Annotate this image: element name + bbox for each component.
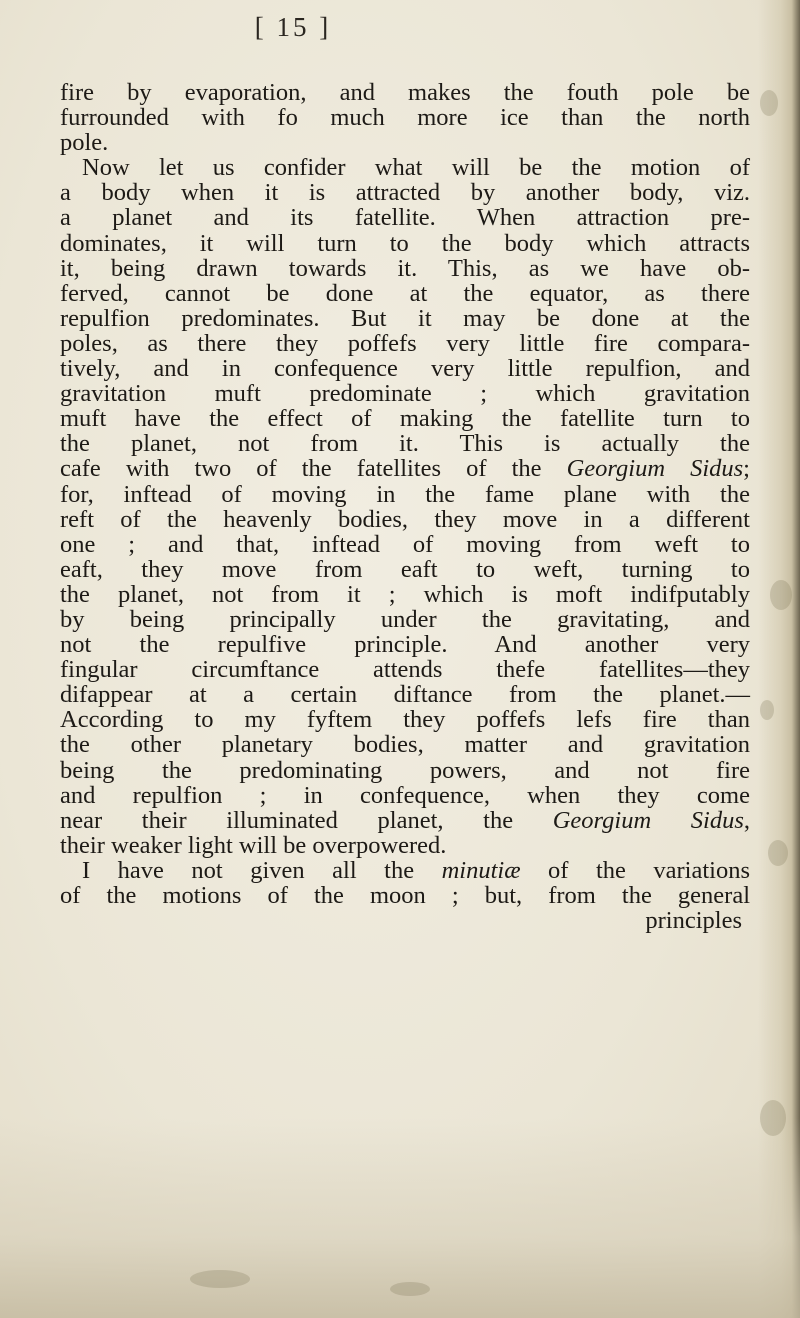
text-line: pole. <box>60 129 109 157</box>
text-line: fingular circumftance attends thefe fatellites—they <box>60 656 750 684</box>
text-line: being the predominating powers, and not fire <box>60 756 750 784</box>
ink-stain <box>760 90 778 116</box>
text-line: not the repulfive principle. And another very <box>60 631 750 659</box>
text-line: the other planetary bodies, matter and gravitation <box>60 731 750 759</box>
text-line: by being principally under the gravitating, and <box>60 605 750 633</box>
text-line: gravitation muft predominate ; which gravitation <box>60 380 750 408</box>
text-line: their weaker light will be overpowered. <box>60 831 447 859</box>
text-line: According to my fyftem they poffefs lefs fire than <box>60 706 750 734</box>
text-line: eaft, they move from eaft to weft, turning to <box>60 555 750 583</box>
ink-stain <box>770 580 792 610</box>
body-text <box>60 80 750 933</box>
text-line: furrounded with fo much more ice than the north <box>60 104 750 132</box>
page-number-header: [ 15 ] <box>254 12 332 42</box>
text-line: fire by evaporation, and makes the fouth pole be <box>60 79 750 106</box>
text-line: a planet and its fatellite. When attraction pre- <box>60 204 750 232</box>
text-line: the planet, not from it. This is actually the <box>60 430 750 458</box>
text-line: principles <box>645 907 742 935</box>
text-line: I have not given all the minutiæ of the variations <box>82 856 750 884</box>
text-line: a body when it is attracted by another body, viz. <box>60 179 750 207</box>
text-line: dominates, it will turn to the body which attracts <box>60 229 750 257</box>
text-line: difappear at a certain diftance from the planet.— <box>60 681 750 709</box>
text-line: repulfion predominates. But it may be done at the <box>60 304 750 332</box>
text-line: and repulfion ; in confequence, when they come <box>60 781 750 809</box>
text-line: of the motions of the moon ; but, from the general <box>60 882 750 909</box>
ink-stain <box>760 700 774 720</box>
text-line: muft have the effect of making the fatellite turn to <box>60 405 750 433</box>
text-line: the planet, not from it ; which is moft indifputably <box>60 580 750 608</box>
text-line: near their illuminated planet, the Georgium Sidus, <box>60 806 750 834</box>
text-line: for, inftead of moving in the fame plane with the <box>60 480 750 508</box>
ink-stain <box>390 1282 430 1296</box>
text-line: one ; and that, inftead of moving from weft to <box>60 530 750 558</box>
text-line: it, being drawn towards it. This, as we have ob- <box>60 254 750 282</box>
text-line: tively, and in confequence very little repulfion, and <box>60 355 750 383</box>
text-line: reft of the heavenly bodies, they move in a different <box>60 505 750 533</box>
ink-stain <box>760 1100 786 1136</box>
text-line: cafe with two of the fatellites of the Georgium Sidus; <box>60 455 750 483</box>
text-line: poles, as there they poffefs very little fire compara- <box>60 329 750 357</box>
ink-stain <box>768 840 788 866</box>
ink-stain <box>190 1270 250 1288</box>
text-line: ferved, cannot be done at the equator, as there <box>60 279 750 307</box>
text-line: Now let us confider what will be the motion of <box>82 154 750 182</box>
